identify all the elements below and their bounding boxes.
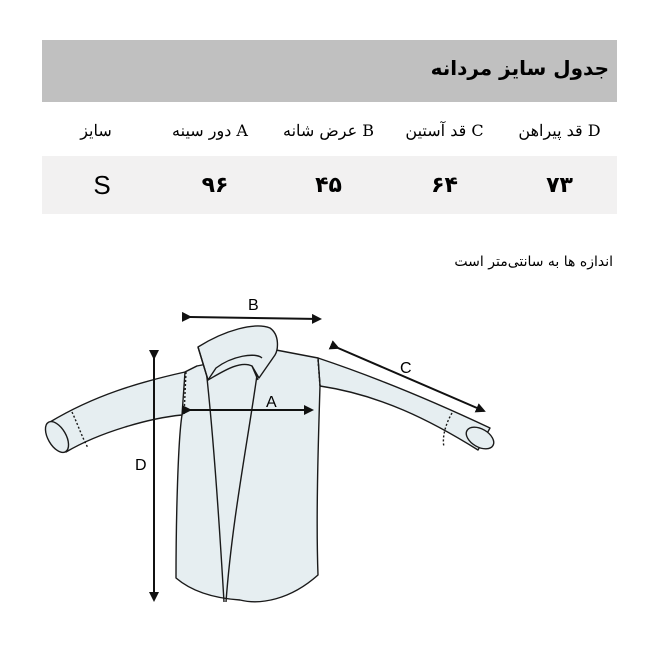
- label-a: A: [266, 394, 277, 411]
- header-size: سایز: [80, 120, 112, 140]
- units-note: اندازه ها به سانتی‌متر است: [454, 254, 613, 270]
- arrow-b: [190, 317, 320, 319]
- header-shoulder-width: B عرض شانه: [283, 120, 374, 140]
- value-chest: ۹۶: [201, 172, 229, 198]
- label-d: D: [135, 457, 147, 474]
- label-b: B: [248, 297, 259, 314]
- table-header-row: [42, 104, 617, 156]
- shirt-illustration: [41, 326, 498, 602]
- header-shirt-length: D قد پیراهن: [518, 120, 601, 140]
- title-bar: [42, 40, 617, 102]
- table-row: [42, 156, 617, 214]
- page-title: جدول سایز مردانه: [430, 56, 609, 80]
- value-shirt-length: ۷۳: [546, 172, 573, 198]
- header-chest: A دور سینه: [172, 120, 248, 140]
- label-c: C: [400, 360, 412, 377]
- header-sleeve-length: C قد آستین: [405, 120, 484, 140]
- value-size: S: [93, 169, 111, 200]
- shirt-diagram: [0, 280, 657, 640]
- value-sleeve-length: ۶۴: [431, 172, 458, 198]
- value-shoulder-width: ۴۵: [315, 172, 342, 198]
